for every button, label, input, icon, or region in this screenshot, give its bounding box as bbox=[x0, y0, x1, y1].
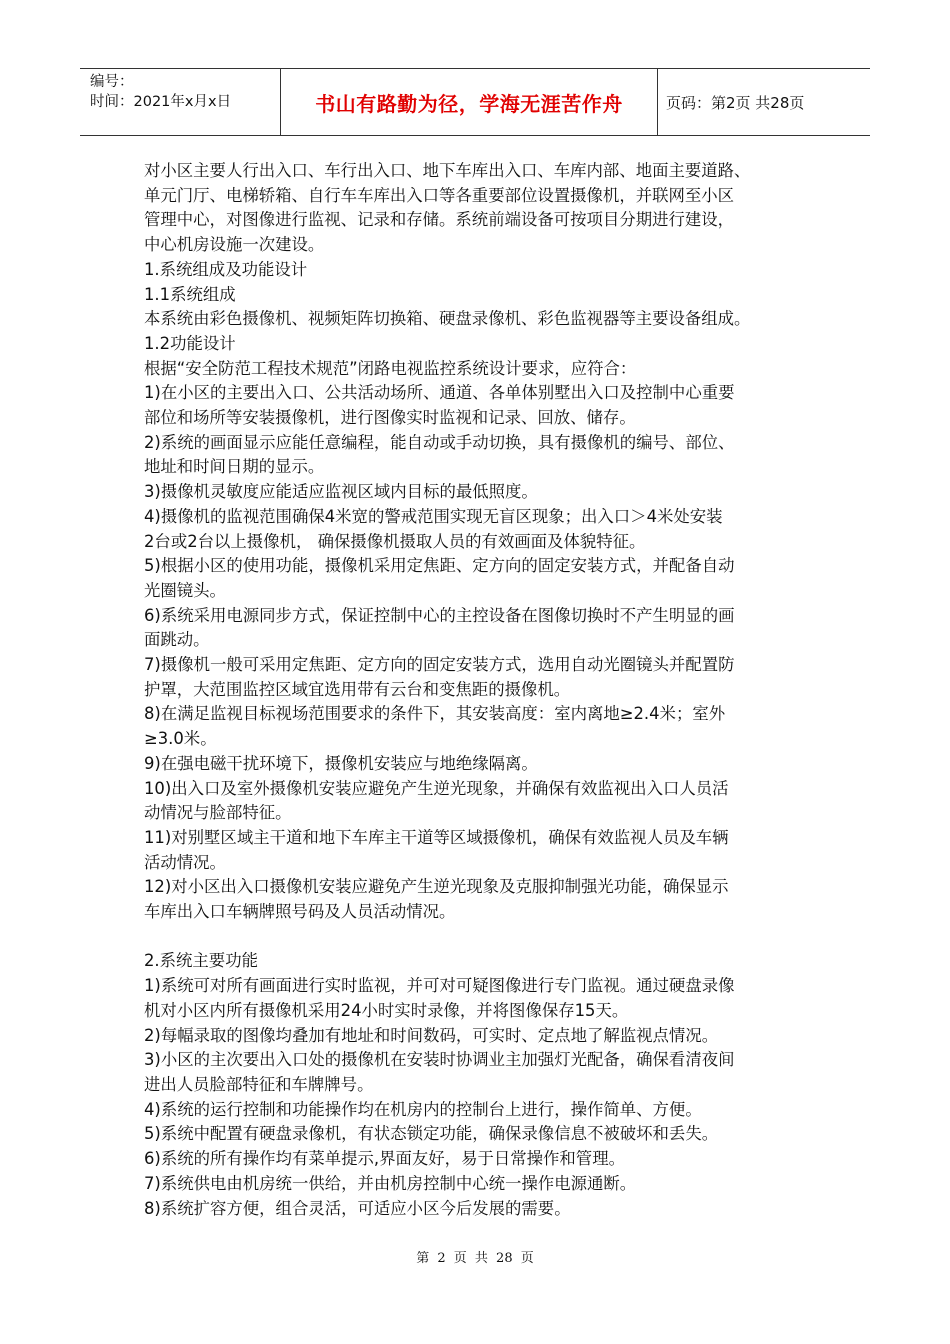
body-text-line: 10)出入口及室外摄像机安装应避免产生逆光现象，并确保有效监视出入口人员活 bbox=[144, 778, 729, 798]
body-text-line: 部位和场所等安装摄像机，进行图像实时监视和记录、回放、储存。 bbox=[144, 408, 636, 428]
body-text-line: 4)摄像机的监视范围确保4米宽的警戒范围实现无盲区现象；出入口＞4米处安装 bbox=[144, 506, 723, 526]
body-text-line: 1.1系统组成 bbox=[144, 284, 236, 304]
header-page-info: 页码：第2页 共28页 bbox=[666, 93, 805, 112]
body-text-line: 对小区主要人行出入口、车行出入口、地下车库出入口、车库内部、地面主要道路、 bbox=[144, 161, 751, 180]
blank-line bbox=[144, 925, 816, 950]
body-text-line: 光圈镜头。 bbox=[144, 580, 226, 600]
body-text-line: 3)小区的主次要出入口处的摄像机在安装时协调业主加强灯光配备，确保看清夜间 bbox=[144, 1050, 735, 1070]
body-text-line: 动情况与脸部特征。 bbox=[144, 803, 292, 823]
body-text-line: 8)在满足监视目标视场范围要求的条件下，其安装高度：室内离地≥2.4米；室外 bbox=[144, 704, 726, 724]
body-text-line: 2.系统主要功能 bbox=[144, 951, 258, 971]
page-footer: 第 2 页 共 28 页 bbox=[416, 1251, 534, 1266]
body-text-line: ≥3.0米。 bbox=[144, 729, 217, 749]
body-text-line: 根据“安全防范工程技术规范”闭路电视监控系统设计要求，应符合： bbox=[144, 358, 637, 378]
body-text-line: 面跳动。 bbox=[144, 630, 210, 650]
body-text-line: 车库出入口车辆牌照号码及人员活动情况。 bbox=[144, 902, 456, 922]
body-text-line: 2)每幅录取的图像均叠加有地址和时间数码，可实时、定点地了解监视点情况。 bbox=[144, 1025, 719, 1045]
body-text-line: 中心机房设施一次建设。 bbox=[144, 235, 325, 255]
header-info-cell bbox=[80, 69, 281, 135]
header-motto: 书山有路勤为径，学海无涯苦作舟 bbox=[281, 69, 658, 135]
body-text-line: 12)对小区出入口摄像机安装应避免产生逆光现象及克服抑制强光功能，确保显示 bbox=[144, 877, 729, 897]
body-text-line: 进出人员脸部特征和车牌牌号。 bbox=[144, 1075, 374, 1094]
body-text-line: 6)系统的所有操作均有菜单提示,界面友好，易于日常操作和管理。 bbox=[144, 1149, 625, 1169]
body-text-line: 1.2功能设计 bbox=[144, 333, 236, 353]
body-text-line: 1)在小区的主要出入口、公共活动场所、通道、各单体别墅出入口及控制中心重要 bbox=[144, 383, 735, 403]
body-text-line: 7)摄像机一般可采用定焦距、定方向的固定安装方式，选用自动光圈镜头并配置防 bbox=[144, 655, 735, 675]
body-text-line: 1)系统可对所有画面进行实时监视，并可对可疑图像进行专门监视。通过硬盘录像 bbox=[144, 976, 735, 996]
body-text-line: 5)系统中配置有硬盘录像机，有状态锁定功能，确保录像信息不被破坏和丢失。 bbox=[144, 1124, 719, 1144]
body-text-line: 6)系统采用电源同步方式，保证控制中心的主控设备在图像切换时不产生明显的画 bbox=[144, 605, 735, 625]
body-text-line: 11)对别墅区域主干道和地下车库主干道等区域摄像机，确保有效监视人员及车辆 bbox=[144, 827, 729, 847]
body-text-line: 7)系统供电由机房统一供给，并由机房控制中心统一操作电源通断。 bbox=[144, 1173, 637, 1193]
body-text-line: 8)系统扩容方便，组合灵活，可适应小区今后发展的需要。 bbox=[144, 1198, 571, 1218]
body-text-line: 活动情况。 bbox=[144, 852, 226, 872]
body-text-line: 5)根据小区的使用功能，摄像机采用定焦距、定方向的固定安装方式，并配备自动 bbox=[144, 556, 735, 576]
page-header bbox=[80, 68, 870, 136]
body-text-line: 地址和时间日期的显示。 bbox=[144, 457, 325, 477]
body-text-line: 9)在强电磁干扰环境下，摄像机安装应与地绝缘隔离。 bbox=[144, 753, 538, 773]
body-text-line: 2)系统的画面显示应能任意编程，能自动或手动切换，具有摄像机的编号、部位、 bbox=[144, 432, 735, 452]
document-date: 时间：2021年x月x日 bbox=[90, 94, 232, 110]
body-text-line: 管理中心，对图像进行监视、记录和存储。系统前端设备可按项目分期进行建设， bbox=[144, 210, 735, 230]
body-text-line: 机对小区内所有摄像机采用24小时实时录像，并将图像保存15天。 bbox=[144, 1000, 629, 1020]
body-text-line: 2台或2台以上摄像机， 确保摄像机摄取人员的有效画面及体貌特征。 bbox=[144, 531, 646, 551]
document-number-label: 编号： bbox=[90, 74, 134, 90]
body-text-line: 3)摄像机灵敏度应能适应监视区域内目标的最低照度。 bbox=[144, 482, 538, 502]
document-body bbox=[144, 159, 816, 1221]
body-text-line: 单元门厅、电梯轿箱、自行车车库出入口等各重要部位设置摄像机，并联网至小区 bbox=[144, 185, 735, 205]
body-text-line: 本系统由彩色摄像机、视频矩阵切换箱、硬盘录像机、彩色监视器等主要设备组成。 bbox=[144, 309, 751, 329]
body-text-line: 4)系统的运行控制和功能操作均在机房内的控制台上进行，操作简单、方便。 bbox=[144, 1099, 702, 1119]
body-text-line: 护罩，大范围监控区域宜选用带有云台和变焦距的摄像机。 bbox=[144, 679, 571, 699]
body-text-line: 1.系统组成及功能设计 bbox=[144, 259, 308, 279]
